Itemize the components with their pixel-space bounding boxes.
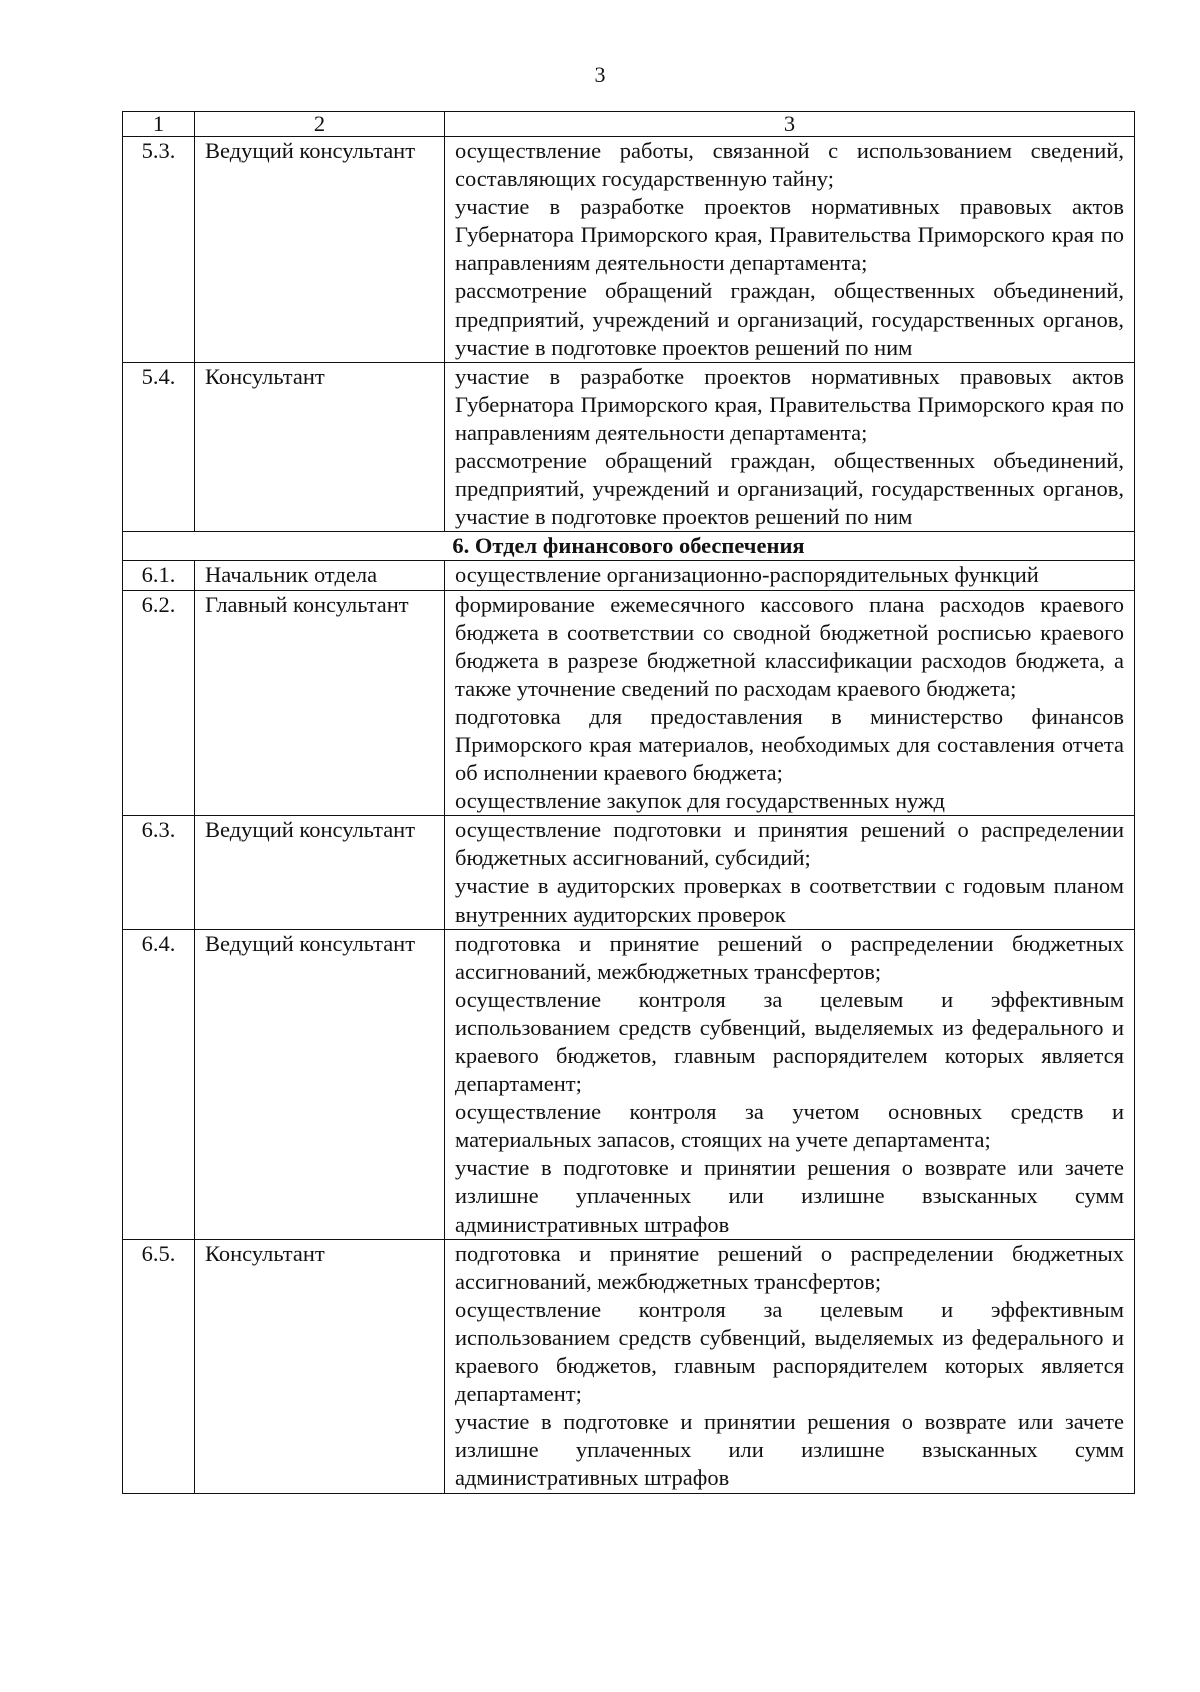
duty-item: участие в разработке проектов нормативных правовых актов Губернатора Приморского края, Правительства Приморского края по направлениям деятельности департамента; [455,363,1124,445]
duty-item: подготовка и принятие решений о распределении бюджетных ассигнований, межбюджетных трансфертов; [455,1240,1124,1294]
position-title: Ведущий консультант [195,137,445,363]
position-title: Главный консультант [195,590,445,816]
table-row [123,590,1135,816]
duty-item: рассмотрение обращений граждан, общественных объединений, предприятий, учреждений и организаций, государственных органов, участие в подготовке проектов решений по ним [455,278,1124,360]
header-cell-2: 2 [195,112,445,137]
table-row [123,1239,1135,1493]
duty-item: рассмотрение обращений граждан, общественных объединений, предприятий, учреждений и организаций, государственных органов, участие в подготовке проектов решений по ним [455,448,1124,530]
row-number: 5.3. [123,137,195,363]
duties-table-body [123,112,1135,1494]
duties-cell [445,929,1135,1239]
duty-item: участие в подготовке и принятии решения о возврате или зачете излишне уплаченных или излишне взысканных сумм административных штрафов [455,1155,1124,1237]
duties-table [122,111,1135,1494]
duty-item: участие в аудиторских проверках в соответствии с годовым планом внутренних аудиторских проверок [455,873,1124,927]
duty-item: участие в разработке проектов нормативных правовых актов Губернатора Приморского края, Правительства Приморского края по направлениям деятельности департамента; [455,194,1124,276]
duties-cell [445,137,1135,363]
header-cell-1: 1 [123,112,195,137]
duty-item: осуществление контроля за учетом основных средств и материальных запасов, стоящих на учете департамента; [455,1099,1124,1153]
row-number: 6.4. [123,929,195,1239]
table-header-row [123,112,1135,137]
duties-cell [445,816,1135,929]
position-title: Ведущий консультант [195,816,445,929]
duties-cell [445,1239,1135,1493]
row-number: 6.3. [123,816,195,929]
table-row [123,137,1135,363]
duty-item: осуществление контроля за целевым и эффективным использованием средств субвенций, выделяемых из федерального и краевого бюджетов, главным распорядителем которых является департамент; [455,1296,1124,1407]
section-header-row [123,532,1135,561]
duties-cell [445,590,1135,816]
row-number: 6.5. [123,1239,195,1493]
duty-item: участие в подготовке и принятии решения о возврате или зачете излишне уплаченных или излишне взысканных сумм административных штрафов [455,1409,1124,1491]
table-row [123,362,1135,532]
table-row [123,929,1135,1239]
position-title: Консультант [195,1239,445,1493]
position-title: Начальник отдела [195,561,445,590]
position-title: Консультант [195,362,445,532]
row-number: 6.2. [123,590,195,816]
duty-item: осуществление закупок для государственных нужд [455,788,945,814]
duty-item: осуществление работы, связанной с использованием сведений, составляющих государственную тайну; [455,138,1124,192]
table-row [123,816,1135,929]
duty-item: осуществление организационно-распорядительных функций [455,562,1039,588]
section-title: 6. Отдел финансового обеспечения [123,532,1135,561]
duty-item: формирование ежемесячного кассового плана расходов краевого бюджета в соответствии со сводной бюджетной росписью краевого бюджета в разрезе бюджетной классификации расходов бюджета, а также уточнение сведений по расходам краевого бюджета; [455,591,1124,701]
page-number: 3 [594,62,606,87]
table-row [123,561,1135,590]
duty-item: осуществление подготовки и принятия решений о распределении бюджетных ассигнований, субсидий; [455,817,1124,871]
row-number: 5.4. [123,362,195,532]
duty-item: осуществление контроля за целевым и эффективным использованием средств субвенций, выделяемых из федерального и краевого бюджетов, главным распорядителем которых является департамент; [455,986,1124,1097]
duty-item: подготовка и принятие решений о распределении бюджетных ассигнований, межбюджетных трансфертов; [455,930,1124,984]
duty-item: подготовка для предоставления в министерство финансов Приморского края материалов, необходимых для составления отчета об исполнении краевого бюджета; [455,703,1124,786]
position-title: Ведущий консультант [195,929,445,1239]
row-number: 6.1. [123,561,195,590]
duties-cell [445,561,1135,590]
header-cell-3: 3 [445,112,1135,137]
duties-cell [445,362,1135,532]
